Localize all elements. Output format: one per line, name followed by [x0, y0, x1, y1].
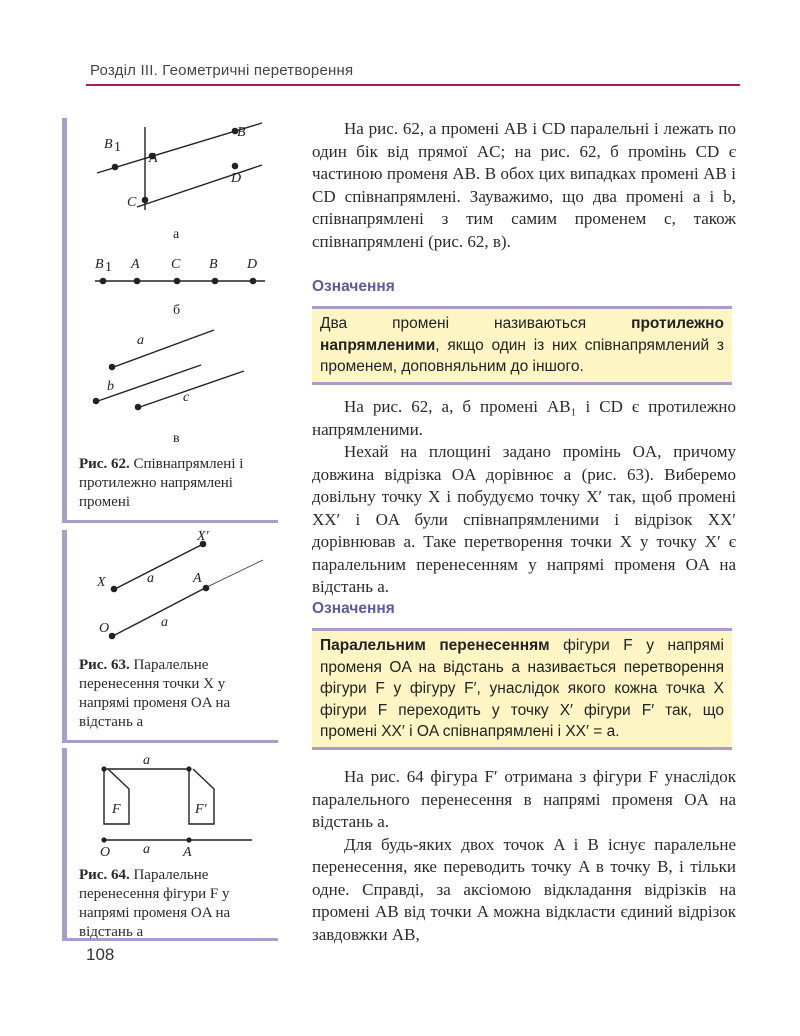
- label-c-a: C: [127, 195, 137, 210]
- subfig-label-c: в: [173, 431, 180, 446]
- figure-63-caption-text: Паралельне перенесення точки X у напрямі променя OA на відстань a: [79, 657, 231, 730]
- figure-62-panel: [62, 118, 278, 523]
- paragraph-5: Для будь-яких двох точок A і B існує паралельне перенесення, яке переводить точку A в точку B, і тільки одне. Справді, за аксіомою відкладання відрізків на промені AB від точки A можна відкласти єдиний відрізок завдовжки AB,: [312, 834, 736, 944]
- definition-1-term: протилежно напрямленими: [320, 315, 724, 354]
- ray-label-a: a: [137, 333, 144, 348]
- label-a-bottom-64: a: [143, 842, 150, 857]
- figure-62-diagram: [67, 118, 273, 453]
- ray-label-b: b: [107, 379, 114, 394]
- definition-2-box: [312, 628, 732, 750]
- label-d-b: D: [247, 257, 258, 272]
- definition-2-heading: Означення: [312, 600, 395, 617]
- label-o: O: [99, 621, 110, 636]
- label-b1-a: B: [104, 137, 113, 152]
- definition-2-post: фігури F у напрямі променя OA на відстань a називається перетворення фігури F у фігуру F′, унаслідок якого кожна точка X фігури F переходить у точку X′ фігури F′ так, що промені XX′ і OA співнапрямлені і XX′ = a.: [320, 637, 724, 740]
- figure-62-caption-number: Рис. 62.: [79, 456, 130, 472]
- label-point-a-64: A: [183, 845, 192, 860]
- label-b-b: B: [209, 257, 218, 272]
- definition-1-pre: Два промені називаються: [320, 315, 587, 332]
- paragraph-2: На рис. 62, а, б промені AB₁ і CD є протилежно напрямленими.: [312, 397, 736, 439]
- paragraphs-4-5-block: [312, 766, 736, 946]
- paragraph-4: На рис. 64 фігура F′ отримана з фігури F унаслідок паралельного перенесення в напрямі променя OA на відстань a.: [312, 767, 736, 831]
- figure-62-caption: [67, 455, 278, 512]
- definition-1-post: , якщо один із них співнапрямлений з променем, доповняльним до іншого.: [320, 336, 724, 375]
- figure-63-panel: [62, 530, 278, 743]
- figure-63-diagram: [67, 530, 273, 652]
- label-subscript-1a: 1: [114, 140, 121, 155]
- label-a-b: A: [131, 257, 140, 272]
- paragraph-3: Нехай на площині задано промінь OA, причому довжина відрізка OA дорівнює a (рис. 63). Виберемо довільну точку X і побудуємо точку X′ так, щоб промені XX′ і OA були співнапрямленими і відрізок XX′ дорівнював a. Таке перетворення точки X у точку X′ є паралельним перенесенням у напрямі променя OA на відстань a.: [312, 442, 736, 596]
- subfig-label-a: а: [173, 227, 180, 242]
- figure-64-caption-number: Рис. 64.: [79, 867, 130, 883]
- definition-1-box: [312, 306, 732, 385]
- label-c-b: C: [171, 257, 181, 272]
- label-a-bottom: a: [161, 615, 168, 630]
- header-divider: [86, 84, 740, 86]
- figure-64-caption-text: Паралельне перенесення фігури F у напрямі променя OA на відстань a: [79, 867, 231, 940]
- figure-63-caption: [67, 656, 278, 732]
- page-number: 108: [86, 945, 115, 964]
- ray-label-c: c: [183, 390, 190, 405]
- label-point-a: A: [193, 571, 202, 586]
- label-b-a: B: [237, 125, 246, 140]
- figure-64-diagram: [67, 748, 273, 862]
- label-a-top: a: [147, 571, 154, 586]
- paragraphs-2-3-block: [312, 396, 736, 599]
- label-f: F: [112, 802, 121, 817]
- label-a-a: A: [149, 151, 158, 166]
- label-d-a: D: [231, 171, 242, 186]
- section-header: Розділ ІІІ. Геометричні перетворення: [90, 62, 354, 79]
- label-b1-b: B: [95, 257, 104, 272]
- figure-64-panel: [62, 748, 278, 941]
- label-o-64: O: [100, 845, 111, 860]
- label-a-top-64: a: [143, 753, 150, 768]
- label-x-prime: X′: [197, 530, 209, 544]
- figure-63-caption-number: Рис. 63.: [79, 657, 130, 673]
- label-f-prime: F′: [195, 802, 207, 817]
- definition-2-term: Паралельним перенесенням: [320, 637, 550, 654]
- paragraph-1: На рис. 62, а промені AB і CD паралельні і лежать по один бік від прямої AC; на рис. 62, б промінь CD є частиною променя AB. В обох цих випадках промені AB і CD співнапрямлені. Зауважимо, що два промені a і b, співнапрямлені з тим самим променем c, також співнапрямлені (рис. 62, в).: [312, 119, 736, 251]
- subfig-label-b: б: [173, 303, 181, 318]
- label-subscript-1b: 1: [105, 260, 112, 275]
- figure-62-caption-text: Співнапрямлені і протилежно напрямлені промені: [79, 456, 244, 510]
- definition-1-heading: Означення: [312, 278, 395, 295]
- paragraph-1-block: [312, 118, 736, 253]
- figure-64-caption: [67, 866, 278, 942]
- label-x: X: [97, 575, 106, 590]
